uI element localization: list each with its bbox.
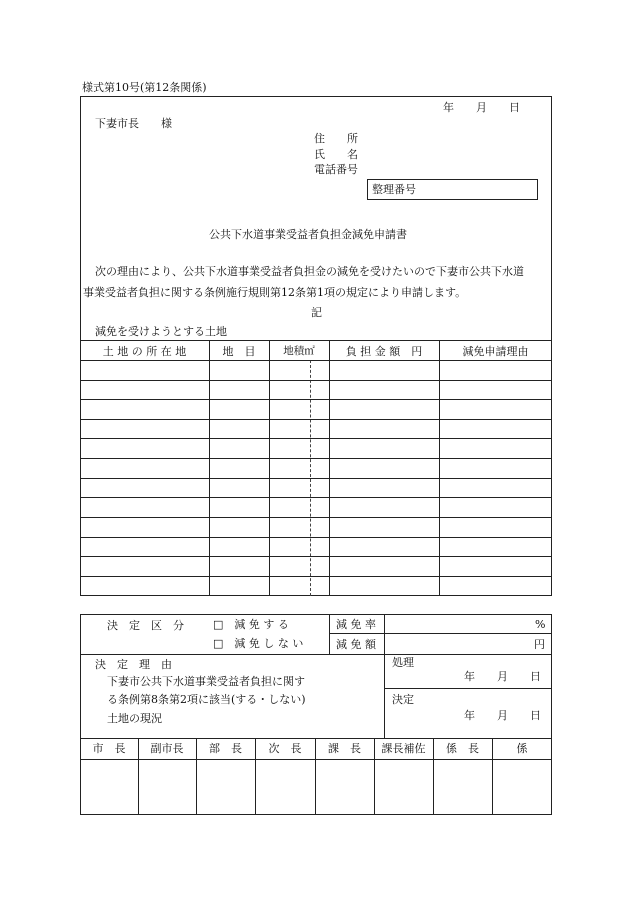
land-col-divider xyxy=(329,340,330,596)
decision-reason-label: 決 定 理 由 xyxy=(95,658,172,671)
approval-deputy-mayor: 副市長 xyxy=(150,742,184,755)
decision-category-label: 決 定 区 分 xyxy=(107,619,184,632)
decided-date: 年 月 日 xyxy=(464,709,541,722)
table-row xyxy=(80,517,552,518)
phone-label: 電話番号 xyxy=(314,163,358,176)
table-row xyxy=(80,478,552,479)
land-condition-label: 土地の現況 xyxy=(107,712,162,725)
table-row xyxy=(80,399,552,400)
land-header-location: 土 地 の 所 在 地 xyxy=(102,345,187,358)
rate-unit: % xyxy=(535,618,546,631)
approval-deputy-director: 次 長 xyxy=(268,742,302,755)
decision-reason-line-1: 下妻市公共下水道事業受益者負担に関す xyxy=(107,675,305,688)
table-row xyxy=(80,458,552,459)
land-header-category: 地 目 xyxy=(222,345,256,358)
land-col-divider xyxy=(439,340,440,596)
approval-mayor: 市 長 xyxy=(92,742,126,755)
table-row xyxy=(80,419,552,420)
name-label: 氏 名 xyxy=(314,148,358,161)
approval-director: 部 長 xyxy=(209,742,242,755)
addressee: 下妻市長 様 xyxy=(95,117,172,130)
body-line-1: 次の理由により、公共下水道事業受益者負担金の減免を受けたいので下妻市公共下水道 xyxy=(95,265,524,278)
option-grant-checkbox[interactable]: □ 減 免 す る xyxy=(213,618,289,631)
decision-reason-line-2: る条例第8条第2項に該当(する・しない) xyxy=(107,693,306,706)
land-col-divider xyxy=(269,340,270,596)
processing-date: 年 月 日 xyxy=(464,670,541,683)
decision-divider xyxy=(384,688,552,689)
land-header-amount: 負 担 金 額 円 xyxy=(345,345,423,358)
ki-label: 記 xyxy=(311,306,322,319)
decision-divider xyxy=(80,654,552,655)
table-row xyxy=(80,360,552,361)
document-title: 公共下水道事業受益者負担金減免申請書 xyxy=(209,228,407,241)
approval-staff: 係 xyxy=(516,742,528,755)
land-header-reason: 減免申請理由 xyxy=(462,345,529,358)
table-row xyxy=(80,576,552,577)
table-row xyxy=(80,438,552,439)
table-row xyxy=(80,497,552,498)
approval-assistant-chief: 課長補佐 xyxy=(381,742,426,755)
reference-number-label: 整理番号 xyxy=(372,183,416,196)
approval-unit-chief: 係 長 xyxy=(446,742,479,755)
address-label: 住 所 xyxy=(314,132,358,145)
option-deny-checkbox[interactable]: □ 減 免 し な い xyxy=(213,637,304,650)
decision-divider xyxy=(80,738,552,739)
approval-section-chief: 課 長 xyxy=(328,742,361,755)
decision-divider xyxy=(329,633,552,634)
land-col-divider xyxy=(209,340,210,596)
decision-divider xyxy=(80,759,552,760)
decision-divider xyxy=(329,614,330,654)
land-header-area: 地積㎡ xyxy=(283,345,315,357)
decided-label: 決定 xyxy=(392,693,414,706)
body-line-2: 事業受益者負担に関する条例施行規則第12条第1項の規定により申請します。 xyxy=(83,286,467,299)
table-row xyxy=(80,556,552,557)
processing-label: 処理 xyxy=(392,656,414,669)
rate-label: 減 免 率 xyxy=(336,618,376,631)
land-heading: 減免を受けようとする土地 xyxy=(95,325,227,338)
table-row xyxy=(80,380,552,381)
amount-unit: 円 xyxy=(534,638,545,651)
date-line: 年 月 日 xyxy=(443,101,520,114)
land-table xyxy=(80,340,552,596)
amount-label: 減 免 額 xyxy=(336,638,376,651)
form-reference: 様式第10号(第12条関係) xyxy=(82,81,207,94)
table-row xyxy=(80,537,552,538)
